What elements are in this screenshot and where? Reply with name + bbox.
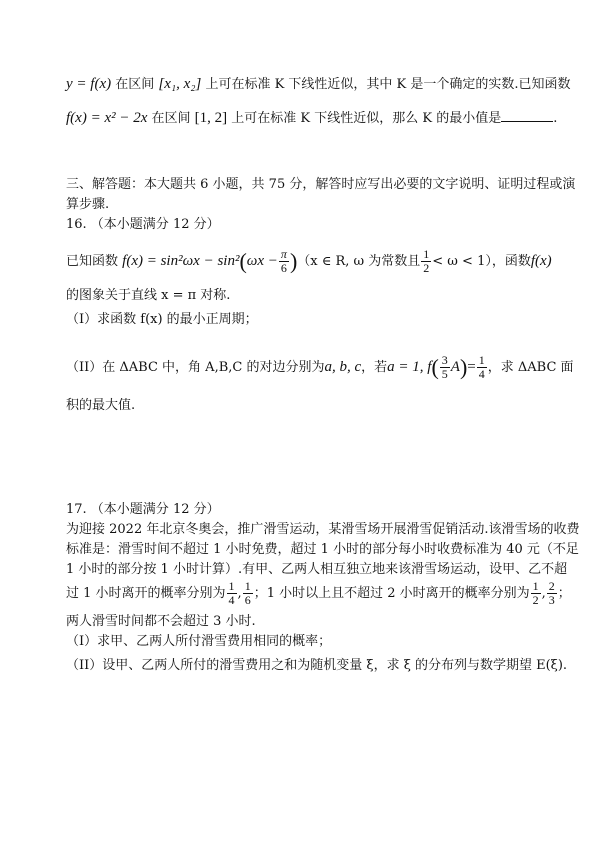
q17-part1: （I）求甲、乙两人所付滑雪费用相同的概率； bbox=[66, 634, 332, 649]
q16-p2-a: （II）在 ΔABC 中，角 A,B,C 的对边分别为 bbox=[66, 360, 325, 375]
q16-part2-line1 bbox=[66, 352, 574, 383]
q16-p2-A: A bbox=[450, 359, 460, 375]
q17-header: 17. （本小题满分 12 分） bbox=[66, 502, 220, 517]
q16-line2: 的图象关于直线 x = π 对称. bbox=[66, 288, 231, 303]
q16-paren-open: ( bbox=[239, 248, 247, 274]
q16-cond-a: （x ∈ R, ω 为常数且 bbox=[297, 254, 421, 269]
q17-l4-a: 过 1 小时离开的概率分别为 bbox=[66, 586, 226, 601]
q17-line4 bbox=[66, 579, 571, 609]
p1-interval-x: [x₁, x₂] bbox=[158, 76, 202, 92]
q17-frac-23: $\frac{2}{3}$ bbox=[548, 579, 555, 607]
q16-p2-g: ，求 ΔABC 面 bbox=[487, 360, 574, 375]
q16-p2-paren-open: ( bbox=[431, 354, 439, 380]
q16-func: f(x) = sin²ωx − sin² bbox=[122, 253, 240, 269]
q16-frac-pi6: $\frac{\pi}{6}$ bbox=[280, 247, 287, 275]
q17-part2: （II）设甲、乙两人所付的滑雪费用之和为随机变量 ξ，求 ξ 的分布列与数学期望 E(ξ). bbox=[66, 658, 568, 673]
q17-line1: 为迎接 2022 年北京冬奥会，推广滑雪运动，某滑雪场开展滑雪促销活动.该滑雪场的收费 bbox=[66, 522, 580, 537]
p1-text-c: 在区间 bbox=[147, 111, 191, 126]
q16-part1: （I）求函数 f(x) 的最小正周期； bbox=[66, 312, 258, 327]
p1-interval-12: [1, 2] bbox=[194, 110, 228, 126]
q17-frac-16: $\frac{1}{6}$ bbox=[244, 579, 251, 607]
q16-line1 bbox=[66, 246, 552, 277]
q16-frac-half: $\frac{1}{2}$ bbox=[423, 247, 430, 275]
q16-paren-close: ) bbox=[289, 248, 298, 274]
answer-blank bbox=[501, 109, 553, 122]
q16-header: 16. （本小题满分 12 分） bbox=[66, 217, 220, 232]
q16-p2-abc: a, b, c bbox=[324, 359, 362, 375]
q16-part2-line2: 积的最大值. bbox=[66, 398, 136, 413]
q17-line2: 标准是：滑雪时间不超过 1 小时免费，超过 1 小时的部分每小时收费标准为 40 元（不足 bbox=[66, 542, 579, 557]
q17-l4-b: ；1 小时以上且不超过 2 小时离开的概率分别为 bbox=[253, 586, 530, 601]
q16-p2-eq: = bbox=[467, 359, 476, 375]
p1-text-a: 在区间 bbox=[111, 77, 155, 92]
q16-arg: ωx − bbox=[246, 253, 278, 269]
q17-comma2: , bbox=[541, 586, 546, 601]
p1-expr-fx: f(x) = x² − 2x bbox=[66, 110, 148, 126]
q17-line5: 两人滑雪时间都不会超过 3 小时. bbox=[66, 614, 256, 629]
section3-line2: 算步骤. bbox=[66, 197, 110, 212]
q17-comma1: , bbox=[237, 586, 242, 601]
p1-expr-yfx: y = f(x) bbox=[66, 76, 112, 92]
q17-frac-12: $\frac{1}{2}$ bbox=[532, 579, 539, 607]
q16-fx: f(x) bbox=[530, 253, 552, 269]
q16-cond-b: < ω < 1），函数 bbox=[432, 254, 531, 269]
p1-text-b: 上可在标准 K 下线性近似，其中 K 是一个确定的实数.已知函数 bbox=[201, 77, 571, 92]
p1-text-d: 上可在标准 K 下线性近似，那么 K 的最小值是 bbox=[227, 111, 502, 126]
q17-l4-c: ； bbox=[557, 586, 571, 601]
q16-p2-c: ，若 bbox=[361, 360, 388, 375]
p1-period: . bbox=[553, 111, 558, 126]
section3-line1: 三、解答题：本大题共 6 小题，共 75 分，解答时应写出必要的文字说明、证明过程或演 bbox=[66, 177, 576, 192]
q16-p2-d: a = 1, f bbox=[387, 359, 432, 375]
q17-line3: 1 小时的部分按 1 小时计算）.有甲、乙两人相互独立地来该滑雪场运动，设甲、乙不超 bbox=[66, 562, 568, 577]
q16-text-a: 已知函数 bbox=[66, 254, 119, 269]
p1-line1 bbox=[66, 74, 571, 95]
q16-p2-paren-close: ) bbox=[459, 354, 468, 380]
q16-frac-35: $\frac{3}{5}$ bbox=[441, 353, 448, 381]
q17-frac-14: $\frac{1}{4}$ bbox=[228, 579, 235, 607]
p1-line2 bbox=[66, 108, 557, 129]
q16-frac-14: $\frac{1}{4}$ bbox=[478, 353, 485, 381]
